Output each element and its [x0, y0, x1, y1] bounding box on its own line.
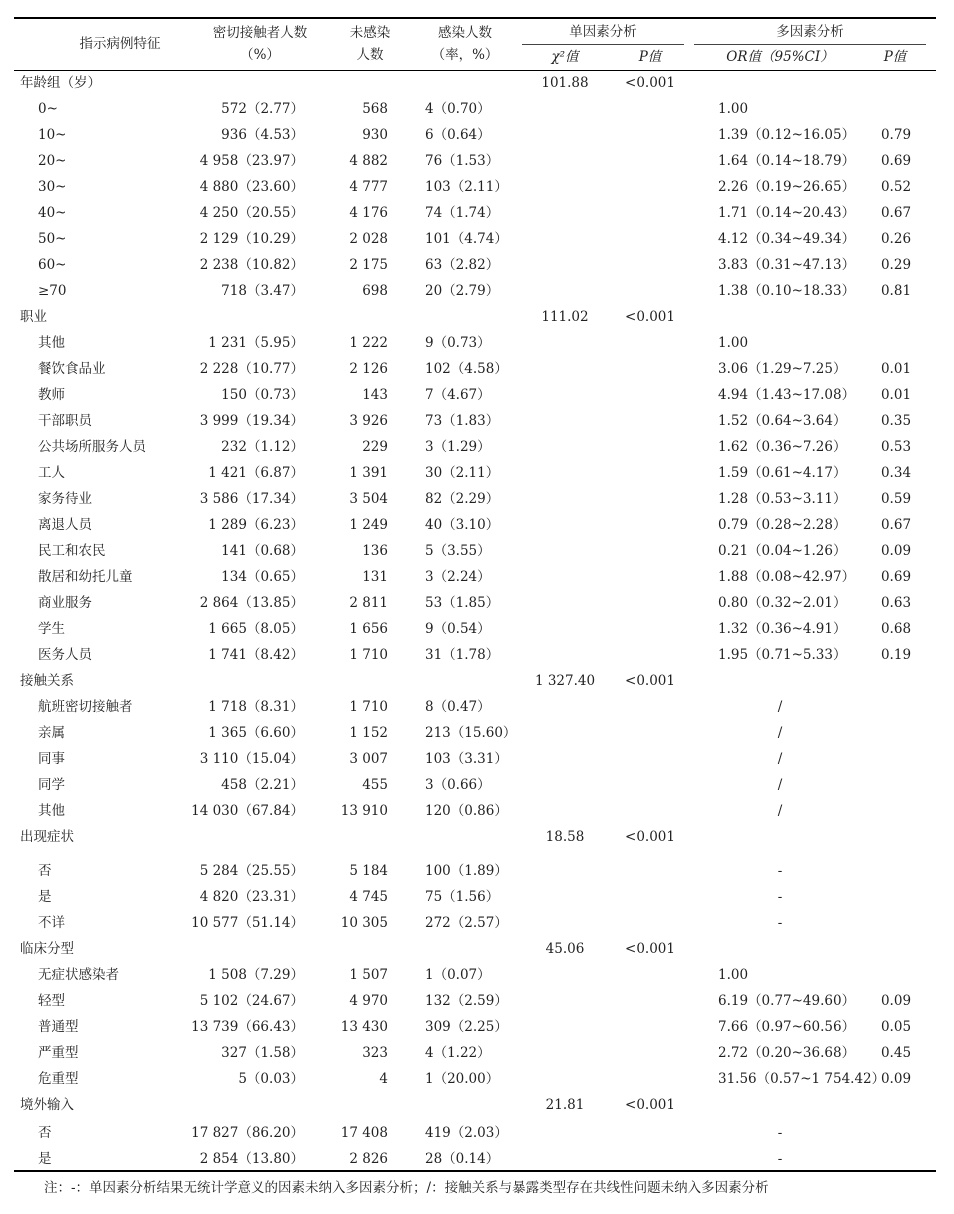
- row-label: 教师: [38, 387, 65, 403]
- uninfected-value: 131: [362, 569, 388, 585]
- contacts-value: 2 238（10.82）: [199, 257, 304, 273]
- p-value-univariate: <0.001: [625, 1097, 675, 1113]
- uninfected-value: 13 430: [340, 1019, 388, 1035]
- uninfected-value: 10 305: [340, 915, 388, 931]
- or-ci-value: 1.64（0.14~18.79）: [718, 153, 856, 169]
- or-ci-value: 2.72（0.20~36.68）: [718, 1045, 856, 1061]
- infected-value: 53（1.85）: [425, 595, 500, 611]
- p-value-multivariate: [866, 694, 926, 720]
- or-ci-value: 2.26（0.19~26.65）: [718, 179, 856, 195]
- row-label: 民工和农民: [38, 543, 106, 559]
- contacts-value: 1 741（8.42）: [208, 647, 304, 663]
- group-label: 出现症状: [20, 829, 74, 845]
- uninfected-value: 143: [362, 387, 388, 403]
- p-value-multivariate: [866, 798, 926, 824]
- contacts-value: 1 718（8.31）: [208, 699, 304, 715]
- multivariate-underline: [694, 44, 926, 45]
- infected-value: 76（1.53）: [425, 153, 500, 169]
- uninfected-value: 1 507: [349, 967, 388, 983]
- chi2-value: 18.58: [545, 829, 585, 845]
- contacts-value: 134（0.65）: [221, 569, 304, 585]
- row-label: ≥70: [38, 283, 67, 299]
- contacts-value: 4 880（23.60）: [199, 179, 304, 195]
- row-label: 散居和幼托儿童: [38, 569, 133, 585]
- or-ci-value: 1.95（0.71~5.33）: [718, 647, 847, 663]
- row-label: 干部职员: [38, 413, 92, 429]
- p-value-multivariate: 0.45: [880, 1045, 912, 1061]
- infected-value: 100（1.89）: [425, 863, 508, 879]
- infected-value: 74（1.74）: [425, 205, 500, 221]
- infected-value: 309（2.25）: [425, 1019, 508, 1035]
- row-label: 轻型: [38, 993, 65, 1009]
- uninfected-value: 3 926: [349, 413, 388, 429]
- uninfected-value: 2 126: [349, 361, 388, 377]
- p-value-multivariate: 0.01: [880, 361, 912, 377]
- p-value-univariate: <0.001: [625, 829, 675, 845]
- row-label: 无症状感染者: [38, 967, 119, 983]
- p-value-multivariate: 0.09: [880, 1071, 912, 1087]
- p-value-multivariate: 0.67: [880, 517, 912, 533]
- row-label: 否: [38, 863, 52, 879]
- chi2-value: 101.88: [541, 75, 589, 91]
- infected-value: 6（0.64）: [425, 127, 491, 143]
- row-label: 10~: [38, 127, 67, 143]
- contacts-value: 1 508（7.29）: [208, 967, 304, 983]
- row-label: 20~: [38, 153, 67, 169]
- infected-value: 63（2.82）: [425, 257, 500, 273]
- uninfected-value: 4 745: [349, 889, 388, 905]
- infected-value: 28（0.14）: [425, 1151, 500, 1167]
- uninfected-value: 13 910: [340, 803, 388, 819]
- row-label: 医务人员: [38, 647, 92, 663]
- or-ci-value: 1.59（0.61~4.17）: [718, 465, 847, 481]
- infected-value: 20（2.79）: [425, 283, 500, 299]
- or-ci-value: 1.00: [718, 335, 749, 351]
- uninfected-value: 1 710: [349, 647, 388, 663]
- or-ci-value: /: [777, 725, 783, 741]
- p-value-multivariate: [866, 772, 926, 798]
- p-value-univariate: <0.001: [625, 75, 675, 91]
- infected-value: 5（3.55）: [425, 543, 491, 559]
- p-value-multivariate: [866, 330, 926, 356]
- uninfected-value: 698: [362, 283, 388, 299]
- row-label: 是: [38, 1151, 52, 1167]
- or-ci-value: 0.21（0.04~1.26）: [718, 543, 847, 559]
- row-label: 严重型: [38, 1045, 79, 1061]
- uninfected-value: 136: [362, 543, 388, 559]
- p-value-multivariate: 0.26: [880, 231, 912, 247]
- or-ci-value: 0.79（0.28~2.28）: [718, 517, 847, 533]
- or-ci-value: 1.00: [718, 967, 749, 983]
- or-ci-value: -: [777, 915, 783, 931]
- chi2-value: 21.81: [545, 1097, 585, 1113]
- row-label: 航班密切接触者: [38, 699, 133, 715]
- chi2-value: 111.02: [541, 309, 589, 325]
- uninfected-value: 2 028: [349, 231, 388, 247]
- header-infected-line2: （率，%）: [431, 47, 499, 63]
- p-value-univariate: <0.001: [625, 941, 675, 957]
- p-value-multivariate: [866, 962, 926, 988]
- contacts-value: 10 577（51.14）: [191, 915, 304, 931]
- uninfected-value: 1 391: [349, 465, 388, 481]
- or-ci-value: -: [777, 1151, 783, 1167]
- or-ci-value: 1.00: [718, 101, 749, 117]
- or-ci-value: 1.52（0.64~3.64）: [718, 413, 847, 429]
- contacts-value: 458（2.21）: [221, 777, 304, 793]
- uninfected-value: 4 176: [349, 205, 388, 221]
- p-value-multivariate: 0.35: [880, 413, 912, 429]
- p-value-multivariate: 0.01: [880, 387, 912, 403]
- row-label: 50~: [38, 231, 67, 247]
- contacts-value: 4 820（23.31）: [199, 889, 304, 905]
- infected-value: 102（4.58）: [425, 361, 508, 377]
- contacts-value: 1 421（6.87）: [208, 465, 304, 481]
- contacts-value: 13 739（66.43）: [191, 1019, 304, 1035]
- infected-value: 272（2.57）: [425, 915, 508, 931]
- header-chi2: χ²值: [551, 49, 579, 65]
- or-ci-value: /: [777, 803, 783, 819]
- or-ci-value: /: [777, 777, 783, 793]
- row-label: 30~: [38, 179, 67, 195]
- p-value-multivariate: 0.53: [880, 439, 912, 455]
- header-p-multi: P值: [883, 49, 907, 65]
- or-ci-value: -: [777, 889, 783, 905]
- chi2-value: 1 327.40: [534, 673, 596, 689]
- infected-value: 31（1.78）: [425, 647, 500, 663]
- infected-value: 30（2.11）: [425, 465, 500, 481]
- p-value-multivariate: [866, 910, 926, 936]
- p-value-multivariate: 0.09: [880, 543, 912, 559]
- group-label: 接触关系: [20, 673, 74, 689]
- row-label: 其他: [38, 335, 65, 351]
- or-ci-value: 1.38（0.10~18.33）: [718, 283, 856, 299]
- group-label: 临床分型: [20, 941, 74, 957]
- row-label: 危重型: [38, 1071, 79, 1087]
- p-value-multivariate: 0.05: [880, 1019, 912, 1035]
- uninfected-value: 1 152: [349, 725, 388, 741]
- infected-value: 9（0.54）: [425, 621, 491, 637]
- or-ci-value: 3.06（1.29~7.25）: [718, 361, 847, 377]
- infected-value: 4（1.22）: [425, 1045, 491, 1061]
- header-contacts-line2: （%）: [240, 47, 280, 63]
- p-value-multivariate: [866, 858, 926, 884]
- or-ci-value: 4.12（0.34~49.34）: [718, 231, 856, 247]
- row-label: 工人: [38, 465, 65, 481]
- or-ci-value: 1.62（0.36~7.26）: [718, 439, 847, 455]
- contacts-value: 2 864（13.85）: [199, 595, 304, 611]
- infected-value: 8（0.47）: [425, 699, 491, 715]
- row-label: 离退人员: [38, 517, 92, 533]
- uninfected-value: 1 656: [349, 621, 388, 637]
- header-contacts: [190, 22, 330, 66]
- uninfected-value: 568: [362, 101, 388, 117]
- infected-value: 9（0.73）: [425, 335, 491, 351]
- infected-value: 1（0.07）: [425, 967, 491, 983]
- uninfected-value: 2 826: [349, 1151, 388, 1167]
- contacts-value: 2 129（10.29）: [199, 231, 304, 247]
- table-footnote: 注：-：单因素分析结果无统计学意义的因素未纳入多因素分析；/：接触关系与暴露类型存在共线性问题未纳入多因素分析: [44, 1180, 769, 1196]
- uninfected-value: 4: [379, 1071, 388, 1087]
- uninfected-value: 2 811: [349, 595, 388, 611]
- uninfected-value: 3 007: [349, 751, 388, 767]
- or-ci-value: 1.28（0.53~3.11）: [718, 491, 847, 507]
- row-label: 公共场所服务人员: [38, 439, 146, 455]
- infected-value: 132（2.59）: [425, 993, 508, 1009]
- or-ci-value: -: [777, 863, 783, 879]
- header-or-ci: OR值（95%CI）: [726, 49, 834, 65]
- p-value-multivariate: [866, 1146, 926, 1172]
- p-value-univariate: <0.001: [625, 309, 675, 325]
- contacts-value: 141（0.68）: [221, 543, 304, 559]
- header-contacts-line1: 密切接触者人数: [212, 25, 308, 41]
- contacts-value: 150（0.73）: [221, 387, 304, 403]
- contacts-value: 327（1.58）: [221, 1045, 304, 1061]
- p-value-multivariate: 0.29: [880, 257, 912, 273]
- row-label: 60~: [38, 257, 67, 273]
- row-label: 家务待业: [38, 491, 92, 507]
- or-ci-value: 7.66（0.97~60.56）: [718, 1019, 856, 1035]
- row-label: 是: [38, 889, 52, 905]
- uninfected-value: 1 249: [349, 517, 388, 533]
- row-label: 同学: [38, 777, 65, 793]
- contacts-value: 5（0.03）: [238, 1071, 304, 1087]
- header-uninfected-line2: 人数: [356, 47, 384, 63]
- contacts-value: 3 586（17.34）: [199, 491, 304, 507]
- uninfected-value: 4 970: [349, 993, 388, 1009]
- header-feature: 指示病例特征: [79, 36, 161, 52]
- contacts-value: 14 030（67.84）: [191, 803, 304, 819]
- p-value-univariate: <0.001: [625, 673, 675, 689]
- p-value-multivariate: 0.59: [880, 491, 912, 507]
- uninfected-value: 3 504: [349, 491, 388, 507]
- infected-value: 3（2.24）: [425, 569, 491, 585]
- uninfected-value: 930: [362, 127, 388, 143]
- or-ci-value: 0.80（0.32~2.01）: [718, 595, 847, 611]
- uninfected-value: 5 184: [349, 863, 388, 879]
- contacts-value: 1 665（8.05）: [208, 621, 304, 637]
- uninfected-value: 4 882: [349, 153, 388, 169]
- univariate-underline: [522, 44, 684, 45]
- p-value-multivariate: 0.81: [880, 283, 912, 299]
- p-value-multivariate: 0.79: [880, 127, 912, 143]
- contacts-value: 718（3.47）: [221, 283, 304, 299]
- header-infected: [415, 22, 515, 66]
- or-ci-value: /: [777, 751, 783, 767]
- group-label: 年龄组（岁）: [20, 75, 101, 91]
- uninfected-value: 1 222: [349, 335, 388, 351]
- or-ci-value: 6.19（0.77~49.60）: [718, 993, 856, 1009]
- group-label: 境外输入: [20, 1097, 74, 1113]
- infected-value: 40（3.10）: [425, 517, 500, 533]
- p-value-multivariate: [866, 884, 926, 910]
- or-ci-value: 3.83（0.31~47.13）: [718, 257, 856, 273]
- uninfected-value: 455: [362, 777, 388, 793]
- contacts-value: 232（1.12）: [221, 439, 304, 455]
- p-value-multivariate: 0.63: [880, 595, 912, 611]
- infected-value: 82（2.29）: [425, 491, 500, 507]
- row-label: 商业服务: [38, 595, 92, 611]
- p-value-multivariate: 0.19: [880, 647, 912, 663]
- contacts-value: 3 999（19.34）: [199, 413, 304, 429]
- infected-value: 101（4.74）: [425, 231, 508, 247]
- infected-value: 3（1.29）: [425, 439, 491, 455]
- or-ci-value: 4.94（1.43~17.08）: [718, 387, 856, 403]
- group-label: 职业: [20, 309, 47, 325]
- contacts-value: 5 102（24.67）: [199, 993, 304, 1009]
- or-ci-value: 1.88（0.08~42.97）: [718, 569, 856, 585]
- infected-value: 419（2.03）: [425, 1125, 508, 1141]
- contacts-value: 1 289（6.23）: [208, 517, 304, 533]
- uninfected-value: 17 408: [340, 1125, 388, 1141]
- infected-value: 1（20.00）: [425, 1071, 500, 1087]
- or-ci-value: 1.39（0.12~16.05）: [718, 127, 856, 143]
- infected-value: 4（0.70）: [425, 101, 491, 117]
- infected-value: 75（1.56）: [425, 889, 500, 905]
- uninfected-value: 229: [362, 439, 388, 455]
- header-infected-line1: 感染人数: [438, 25, 492, 41]
- contacts-value: 572（2.77）: [221, 101, 304, 117]
- contacts-value: 1 365（6.60）: [208, 725, 304, 741]
- p-value-multivariate: 0.52: [880, 179, 912, 195]
- row-label: 同事: [38, 751, 65, 767]
- p-value-multivariate: [866, 96, 926, 122]
- contacts-value: 17 827（86.20）: [191, 1125, 304, 1141]
- infected-value: 103（2.11）: [425, 179, 508, 195]
- uninfected-value: 4 777: [349, 179, 388, 195]
- row-label: 亲属: [38, 725, 65, 741]
- contacts-value: 2 228（10.77）: [199, 361, 304, 377]
- p-value-multivariate: 0.67: [880, 205, 912, 221]
- uninfected-value: 323: [362, 1045, 388, 1061]
- p-value-multivariate: 0.68: [880, 621, 912, 637]
- chi2-value: 45.06: [545, 941, 585, 957]
- or-ci-value: 1.71（0.14~20.43）: [718, 205, 856, 221]
- header-p-uni: P值: [638, 49, 662, 65]
- p-value-multivariate: 0.69: [880, 153, 912, 169]
- row-label: 餐饮食品业: [38, 361, 106, 377]
- p-value-multivariate: [866, 720, 926, 746]
- row-label: 0~: [38, 101, 58, 117]
- contacts-value: 3 110（15.04）: [199, 751, 304, 767]
- row-label: 40~: [38, 205, 67, 221]
- or-ci-value: 1.32（0.36~4.91）: [718, 621, 847, 637]
- uninfected-value: 2 175: [349, 257, 388, 273]
- row-label: 其他: [38, 803, 65, 819]
- row-label: 普通型: [38, 1019, 79, 1035]
- contacts-value: 936（4.53）: [221, 127, 304, 143]
- or-ci-value: -: [777, 1125, 783, 1141]
- row-label: 不详: [38, 915, 65, 931]
- contacts-value: 1 231（5.95）: [208, 335, 304, 351]
- contacts-value: 4 250（20.55）: [199, 205, 304, 221]
- header-uninfected: [335, 22, 405, 66]
- infected-value: 7（4.67）: [425, 387, 491, 403]
- or-ci-value: /: [777, 699, 783, 715]
- p-value-multivariate: 0.69: [880, 569, 912, 585]
- contacts-value: 4 958（23.97）: [199, 153, 304, 169]
- contacts-value: 2 854（13.80）: [199, 1151, 304, 1167]
- row-label: 否: [38, 1125, 52, 1141]
- uninfected-value: 1 710: [349, 699, 388, 715]
- header-uninfected-line1: 未感染: [349, 25, 391, 41]
- top-rule: [14, 17, 936, 19]
- p-value-multivariate: [866, 746, 926, 772]
- infected-value: 213（15.60）: [425, 725, 517, 741]
- header-univariate: 单因素分析: [569, 24, 637, 40]
- header-multivariate: 多因素分析: [776, 24, 844, 40]
- infected-value: 3（0.66）: [425, 777, 491, 793]
- row-label: 学生: [38, 621, 65, 637]
- infected-value: 103（3.31）: [425, 751, 508, 767]
- infected-value: 120（0.86）: [425, 803, 508, 819]
- contacts-value: 5 284（25.55）: [199, 863, 304, 879]
- or-ci-value: 31.56（0.57~1 754.42）: [718, 1071, 886, 1087]
- p-value-multivariate: [866, 1120, 926, 1146]
- p-value-multivariate: 0.34: [880, 465, 912, 481]
- infected-value: 73（1.83）: [425, 413, 500, 429]
- p-value-multivariate: 0.09: [880, 993, 912, 1009]
